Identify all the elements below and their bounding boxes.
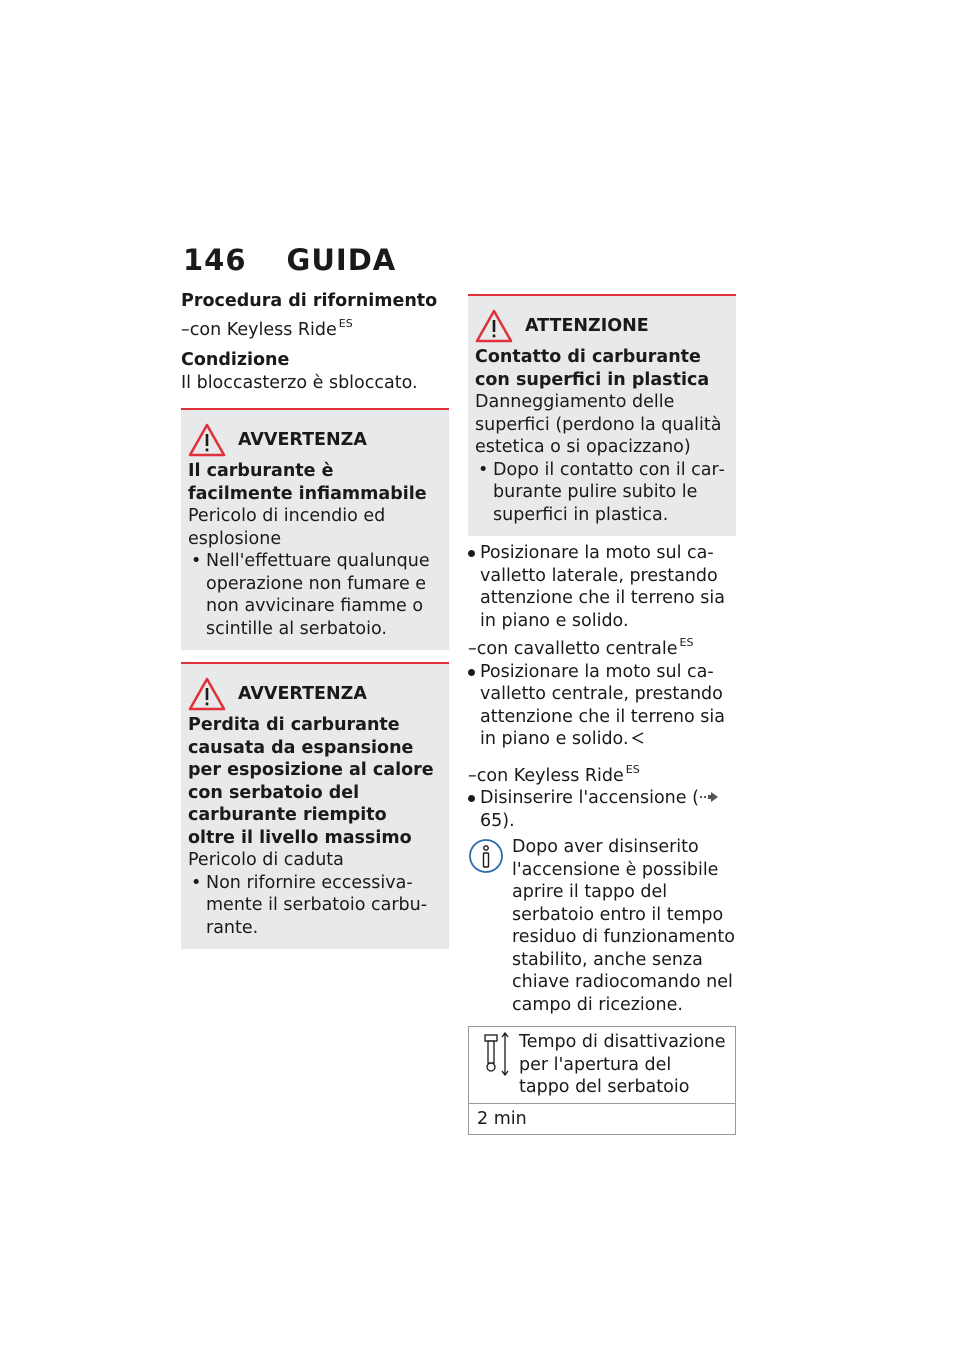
keyless-condition-line — [468, 759, 736, 788]
step-side-stand — [468, 542, 736, 632]
warning-bullet: • Non rifornire eccessivamente il serbatoio carburante. — [188, 872, 439, 940]
right-column — [468, 294, 736, 1135]
warning-box-overfill — [181, 662, 449, 949]
warning-box-flammable — [181, 408, 449, 650]
info-text: Dopo aver disinserito l'accensione è possibile aprire il tappo del serbatoio entro il tempo residuo di funzionamento stabilito, anche senza chiave radiocomando nel campo di ricezione. — [512, 837, 735, 1015]
caution-bullet: • Dopo il contatto con il carburante pulire subito le superfici in plastica. — [475, 459, 726, 527]
center-stand-condition-line — [468, 632, 736, 661]
caution-heading: Contatto di carburante con superfici in plastica — [475, 347, 710, 390]
chapter-title: GUIDA — [286, 243, 397, 277]
step-ignition-off — [468, 787, 736, 832]
warning-triangle-icon — [188, 423, 226, 457]
step-center-stand — [468, 661, 736, 751]
warning-title — [188, 674, 439, 714]
center-stand-label: –con cavalletto centrale — [468, 639, 678, 659]
spec-table — [468, 1026, 736, 1135]
info-note — [468, 836, 736, 1016]
caution-text: Danneggiamento delle superfici (perdono la qualità estetica o si opacizzano) — [475, 392, 722, 457]
caution-box-plastic — [468, 294, 736, 536]
warning-text: Pericolo di incendio ed esplosione — [188, 506, 386, 549]
caution-title — [475, 306, 726, 346]
left-column — [181, 290, 449, 949]
warning-heading: Perdita di carburante causata da espansione per esposizione al calore con serbatoio del carburante riempito oltre il livello massimo — [188, 715, 434, 848]
spec-label: Tempo di disattivazione per l'apertura del tappo del serbatoio — [519, 1032, 726, 1097]
condition-title: Condizione — [181, 350, 290, 370]
keyless-condition-line — [181, 313, 449, 342]
spec-label-row — [469, 1027, 736, 1104]
page-reference-link[interactable]: 65). — [480, 810, 515, 831]
equipment-es-badge: ES — [338, 316, 353, 330]
info-icon — [468, 838, 504, 874]
keyless-label: –con Keyless Ride — [181, 319, 337, 340]
warning-title — [188, 420, 439, 460]
spec-value: 2 min — [469, 1103, 736, 1135]
page-number: 146 — [183, 243, 247, 277]
spec-label-cell — [469, 1027, 736, 1104]
step-text: Disinserire l'accensione ( — [480, 788, 699, 808]
warning-text: Pericolo di caduta — [188, 850, 344, 870]
warning-label: AVVERTENZA — [238, 683, 367, 704]
equipment-es-badge: ES — [679, 636, 694, 649]
caution-label: ATTENZIONE — [525, 315, 649, 336]
condition-text: Il bloccasterzo è sbloccato. — [181, 372, 418, 393]
warning-bullet: • Nell'effettuare qualunque operazione non fumare e non avvicinare fiamme o scintille al serbatoio. — [188, 550, 439, 640]
page-header — [183, 243, 396, 277]
keyless-label: –con Keyless Ride — [468, 765, 624, 786]
step-dot — [468, 795, 475, 802]
warning-label: AVVERTENZA — [238, 429, 367, 450]
page-reference-arrow-icon — [699, 791, 719, 803]
spec-value-row — [469, 1103, 736, 1135]
step-text: Posizionare la moto sul cavalletto centrale, prestando attenzione che il terreno sia in piano e solido. — [480, 661, 725, 749]
caution-triangle-icon — [475, 309, 513, 343]
step-text: Posizionare la moto sul cavalletto laterale, prestando attenzione che il terreno sia in piano e solido. — [480, 543, 725, 631]
procedure-title: Procedura di rifornimento — [181, 291, 438, 311]
technical-data-icon — [477, 1031, 513, 1077]
step-dot — [468, 550, 475, 557]
warning-heading: Il carburante è facilmente infiammabile — [188, 461, 427, 504]
end-of-section-marker-icon — [632, 732, 644, 744]
warning-triangle-icon — [188, 677, 226, 711]
step-dot — [468, 669, 475, 676]
equipment-es-badge: ES — [625, 762, 640, 776]
